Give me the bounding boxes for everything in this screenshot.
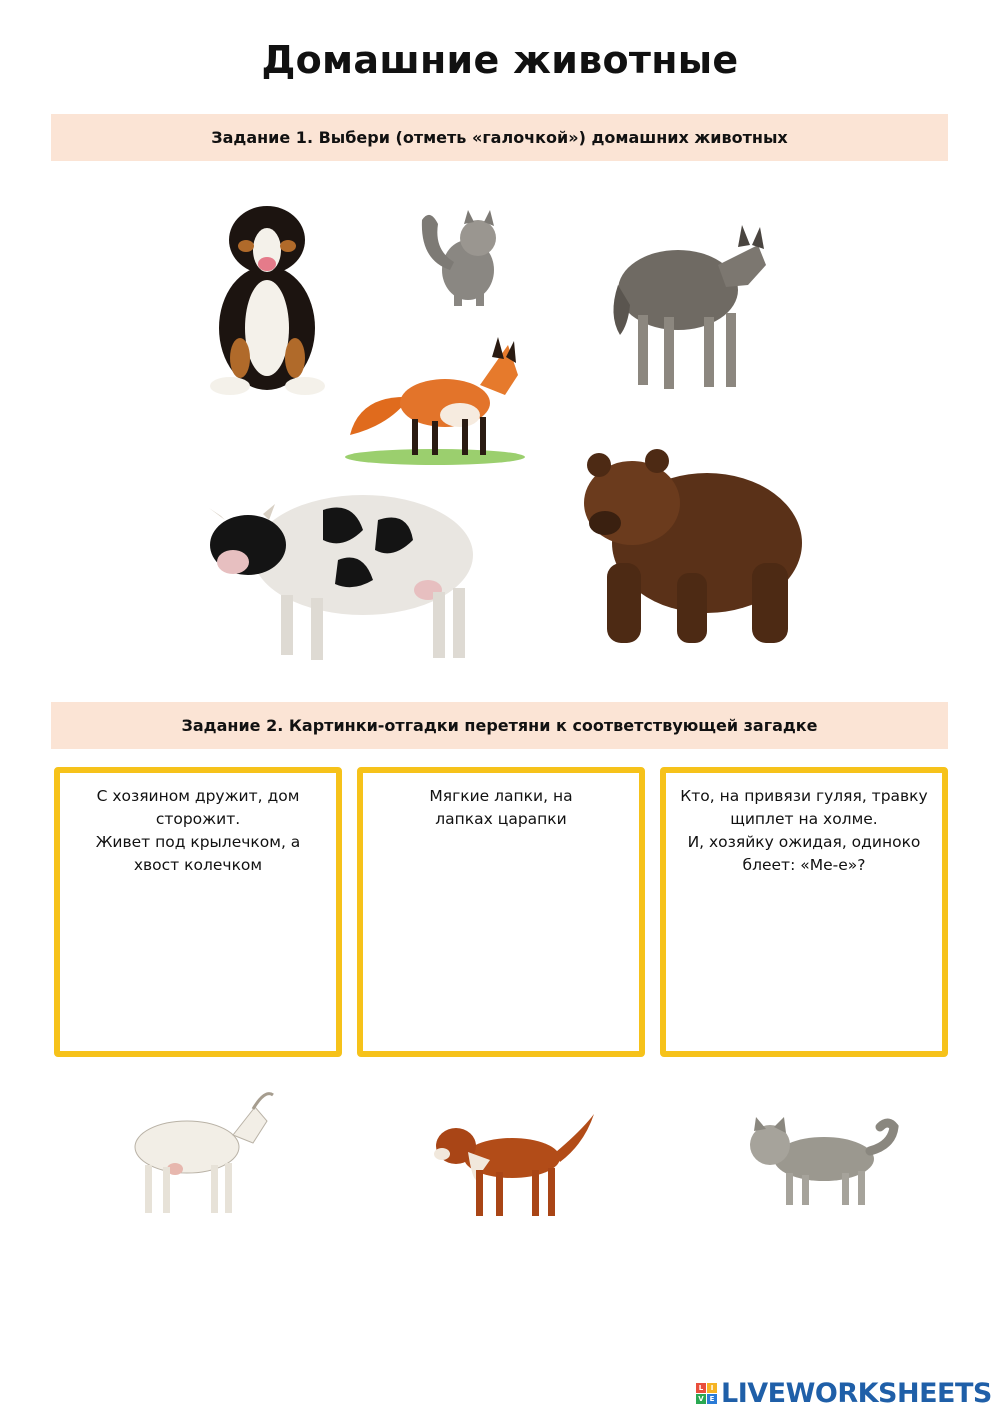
cow-image[interactable] (203, 480, 481, 665)
logo-mark-e: E (707, 1394, 717, 1404)
bear-image[interactable] (577, 443, 805, 650)
task2-text: Задание 2. Картинки-отгадки перетяни к соответствующей загадке (181, 716, 818, 735)
riddle-box-2[interactable] (357, 767, 645, 1057)
fox-image[interactable] (340, 335, 535, 465)
task1-text: Задание 1. Выбери (отметь «галочкой») домашних животных (211, 128, 788, 147)
riddle-box-3[interactable] (660, 767, 948, 1057)
logo-mark-i: I (707, 1383, 717, 1393)
task2-header (51, 702, 948, 749)
logo-text: LIVEWORKSHEETS (721, 1377, 992, 1409)
answer-dog-image[interactable] (432, 1110, 597, 1220)
page-title: Домашние животные (261, 38, 739, 82)
wolf-image[interactable] (608, 205, 773, 395)
riddle-1-text (60, 773, 336, 877)
riddle-2-text (363, 773, 639, 831)
cat-image[interactable] (410, 200, 510, 310)
answer-cat-image[interactable] (742, 1115, 902, 1210)
task1-header (51, 114, 948, 161)
riddle-2-line-1: Мягкие лапки, на лапках царапки (429, 787, 573, 828)
logo-mark-l: L (696, 1383, 706, 1393)
liveworksheets-logo (696, 1378, 992, 1408)
riddle-3-line-1: Кто, на привязи гуляя, травку щиплет на холме. (680, 787, 928, 828)
goat-image[interactable] (115, 1085, 275, 1220)
riddle-3-text (666, 773, 942, 877)
riddle-3-line-2: И, хозяйку ожидая, одиноко блеет: «Ме-е»? (687, 833, 921, 874)
dog-image[interactable] (200, 198, 335, 403)
riddle-box-1[interactable] (54, 767, 342, 1057)
logo-mark-icon (696, 1383, 717, 1404)
riddle-1-line-1: С хозяином дружит, дом сторожит. (96, 787, 300, 828)
logo-mark-v: V (696, 1394, 706, 1404)
riddle-1-line-2: Живет под крылечком, а хвост колечком (95, 833, 301, 874)
